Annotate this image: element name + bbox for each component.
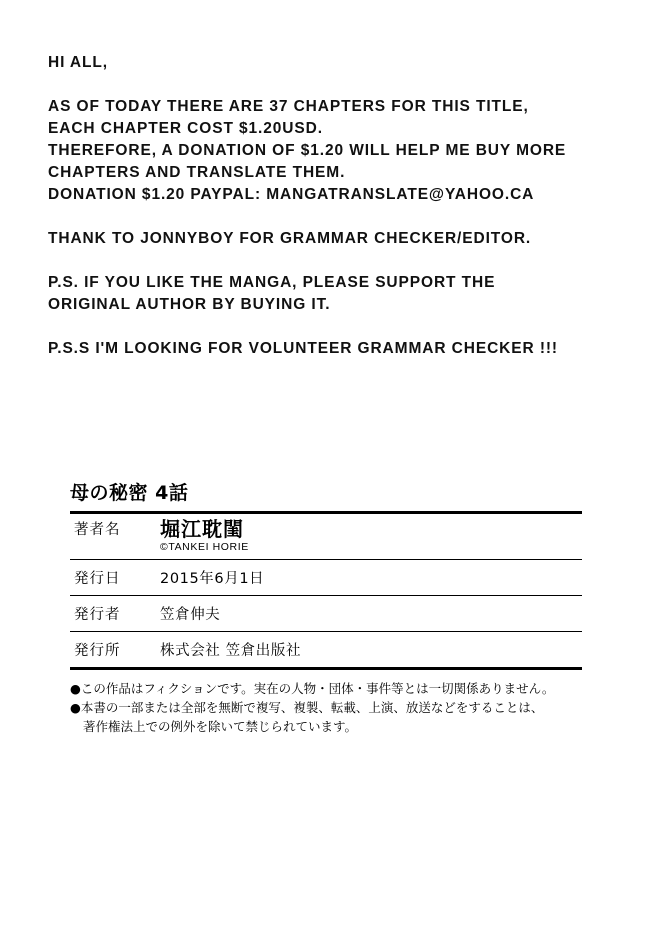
note-line: THEREFORE, A DONATION OF $1.20 WILL HELP ME BUY MORE — [48, 142, 567, 159]
notice-text: ●本書の一部または全部を無断で複写、複製、転載、上演、放送などをすることは、 — [70, 700, 544, 715]
notice-line-copyright — [70, 698, 582, 717]
translator-note — [48, 52, 618, 360]
publisher-company-label: 発行所 — [74, 643, 121, 659]
author-name: 堀江耽閨 — [160, 517, 244, 541]
author-label: 著者名 — [74, 522, 121, 538]
note-line: EACH CHAPTER COST $1.20USD. — [48, 120, 323, 137]
note-spacer — [48, 206, 618, 228]
author-latin-name: ©TANKEI HORIE — [160, 541, 249, 553]
pubdate-label: 発行日 — [74, 571, 121, 587]
pubdate-value: 2015年6月1日 — [160, 571, 265, 587]
author-value — [160, 518, 249, 554]
note-spacer — [48, 250, 618, 272]
colophon-row-pubdate — [70, 560, 582, 595]
publisher-person-label: 発行者 — [74, 607, 121, 623]
note-line: HI ALL, — [48, 54, 108, 71]
publisher-company-value: 株式会社 笠倉出版社 — [160, 643, 302, 659]
colophon-row-author — [70, 514, 582, 559]
notice-line-fiction — [70, 679, 582, 698]
colophon-row-publisher-company — [70, 632, 582, 667]
notice-text: 著作権法上での例外を除いて禁じられています。 — [83, 719, 358, 734]
note-line-paypal: DONATION $1.20 PAYPAL: MANGATRANSLATE@YAHOO.CA — [48, 186, 535, 203]
note-line-credit: THANK TO JONNYBOY FOR GRAMMAR CHECKER/EDITOR. — [48, 230, 532, 247]
colophon — [70, 478, 582, 736]
notice-line-copyright-cont — [70, 717, 582, 736]
colophon-title: 母の秘密 4話 — [70, 482, 189, 504]
legal-notice — [70, 679, 582, 736]
colophon-row-publisher-person — [70, 596, 582, 631]
note-spacer — [48, 316, 618, 338]
note-line: ORIGINAL AUTHOR BY BUYING IT. — [48, 296, 331, 313]
note-line-volunteer: P.S.S I'M LOOKING FOR VOLUNTEER GRAMMAR CHECKER !!! — [48, 340, 558, 357]
note-line: CHAPTERS AND TRANSLATE THEM. — [48, 164, 346, 181]
note-line: P.S. IF YOU LIKE THE MANGA, PLEASE SUPPORT THE — [48, 274, 496, 291]
divider-thick — [70, 667, 582, 670]
note-spacer — [48, 74, 618, 96]
notice-text: ●この作品はフィクションです。実在の人物・団体・事件等とは一切関係ありません。 — [70, 681, 555, 696]
note-line: AS OF TODAY THERE ARE 37 CHAPTERS FOR THIS TITLE, — [48, 98, 529, 115]
publisher-person-value: 笠倉伸夫 — [160, 607, 221, 623]
